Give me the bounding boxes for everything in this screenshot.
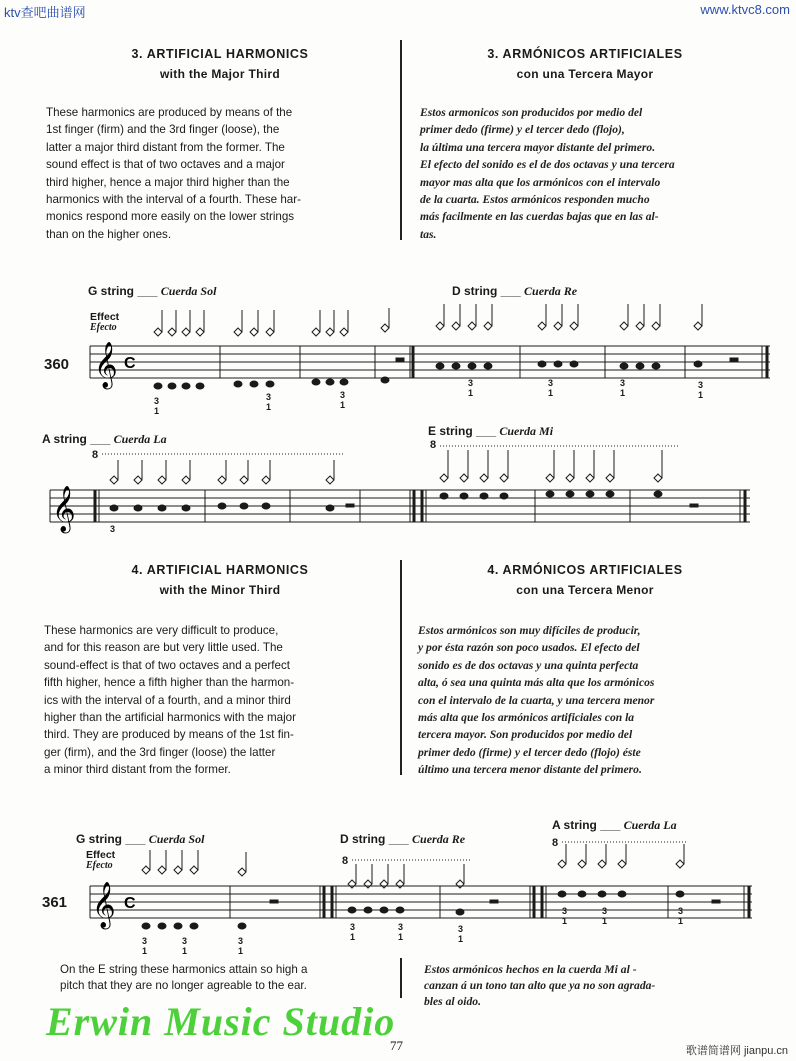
treble-clef-icon: 𝄞: [52, 487, 76, 531]
music-staff-361: [76, 836, 766, 960]
fingering-3: 3: [266, 392, 272, 402]
rest-icon: [730, 358, 738, 361]
fingering-1: 1: [562, 916, 568, 926]
section4-title-en: 4. ARTIFICIAL HARMONICS: [131, 563, 309, 577]
fingering-3: 3: [468, 378, 474, 388]
fingering-3: 3: [182, 936, 188, 946]
d-string-label: D string ___ Cuerda Re: [452, 284, 578, 298]
fingering-1: 1: [350, 932, 356, 942]
rest-icon: [396, 358, 404, 361]
section3-heading-es: [420, 44, 750, 84]
fingering-3: 3: [458, 924, 464, 934]
text-line: fifth higher, hence a fifth higher than the harmon-: [44, 676, 295, 690]
fingering-1: 1: [548, 388, 554, 398]
rest-icon: [346, 504, 354, 507]
music-staff-360-row1: [80, 300, 780, 420]
note-group: [558, 844, 626, 897]
text-line: third. They are produced by means of the 1st fin-: [44, 728, 294, 742]
fingering-3: 3: [154, 396, 160, 406]
common-time-icon: C: [124, 355, 136, 372]
d-string-text: D string: [340, 832, 386, 846]
text-line: y por ésta razón son poco usados. El efecto del: [418, 641, 640, 655]
text-line: tas.: [420, 227, 437, 241]
text-line: sound effect is that of two octaves and a major: [46, 158, 285, 172]
column-divider: [400, 958, 402, 998]
text-line: primer dedo (firme) y el tercer dedo (flojo),: [420, 123, 625, 137]
text-line: alta, ó sea una quinta más alta que los armónicos: [418, 676, 655, 690]
section4-subtitle-en: with the Minor Third: [159, 583, 281, 597]
fingering-3: 3: [142, 936, 148, 946]
fingering-1: 1: [182, 946, 188, 956]
text-line: These harmonics are very difficult to produce,: [44, 624, 279, 637]
g-string-label: G string ___ Cuerda Sol: [76, 832, 205, 846]
rest-icon: [490, 900, 498, 903]
text-line: último una tercera menor distante del primero.: [418, 763, 642, 777]
note-group: [142, 850, 198, 929]
fingering-1: 1: [238, 946, 244, 956]
fingering-1: 1: [154, 406, 160, 416]
a-string-text-es: Cuerda La: [623, 818, 677, 832]
text-line: and for this reason are but very little used. The: [44, 641, 283, 655]
g-string-label: G string ___ Cuerda Sol: [88, 284, 217, 298]
text-line: canzan á un tono tan alto que ya no son agrada-: [424, 979, 656, 992]
text-line: monics respond more easily on the lower strings: [46, 210, 295, 224]
text-line: bles al oido.: [424, 995, 482, 1008]
text-line: On the E string these harmonics attain so high a: [60, 963, 308, 976]
ottava-mark: 8: [92, 449, 99, 461]
section3-title-es: 3. ARMÓNICOS ARTIFICIALES: [487, 47, 683, 61]
fingering-1: 1: [142, 946, 148, 956]
fingering-1: 1: [602, 916, 608, 926]
text-line: 1st finger (firm) and the 3rd finger (loose), the: [46, 123, 280, 137]
e-string-text: E string: [428, 424, 473, 438]
note-group: [238, 852, 278, 929]
site-watermark-left: ktv查吧曲谱网: [4, 5, 86, 20]
ottava-mark: 8: [342, 855, 349, 867]
text-line: de la cuarta. Estos armónicos responden mucho: [420, 193, 650, 207]
text-line: primer dedo (firme) y el tercer dedo (flojo) éste: [418, 745, 641, 759]
text-line: harmonics with the interval of a fourth. These har-: [46, 193, 301, 207]
section4-paragraph-es: [418, 622, 766, 779]
fingering-1: 1: [678, 916, 684, 926]
text-line: sound-effect is that of two octaves and a perfect: [44, 658, 290, 672]
d-string-label: D string ___ Cuerda Re: [340, 832, 466, 846]
site-watermark-right: www.ktvc8.com: [700, 2, 790, 17]
fingering-3: 3: [562, 906, 568, 916]
fingering-1: 1: [698, 390, 704, 400]
section3-paragraph-es: [420, 104, 765, 243]
effect-text-es: Efecto: [86, 860, 113, 871]
d-string-text: D string: [452, 284, 498, 298]
text-line: más alta que los armónicos artificiales con la: [418, 711, 635, 725]
note-group: [348, 864, 404, 913]
note-group: [456, 864, 498, 915]
fingering-3: 3: [398, 922, 404, 932]
d-string-text-es: Cuerda Re: [524, 284, 578, 298]
section4-title-es: 4. ARMÓNICOS ARTIFICIALES: [487, 563, 683, 577]
footnote-en: [60, 962, 390, 994]
note-group: [154, 310, 204, 389]
page-number: 77: [390, 1038, 403, 1053]
a-string-label: A string ___ Cuerda La: [552, 818, 677, 832]
text-line: ics with the interval of a fourth, and a minor third: [44, 693, 291, 707]
fingering-3: 3: [698, 380, 704, 390]
text-line: con el intervalo de la cuarta, y una tercera menor: [418, 693, 655, 707]
fingering-3: 3: [350, 922, 356, 932]
section4-heading-es: [420, 560, 750, 600]
text-line: la última una tercera mayor distante del primero.: [420, 140, 656, 154]
text-line: a minor third distant from the former.: [44, 763, 231, 777]
fingering-1: 1: [398, 932, 404, 942]
a-string-text: A string: [42, 432, 87, 446]
studio-watermark: Erwin Music Studio: [46, 999, 396, 1044]
treble-clef-icon: 𝄞: [92, 883, 116, 927]
e-string-text-es: Cuerda Mi: [499, 424, 554, 438]
note-group: [694, 304, 738, 367]
fingering-3: 3: [548, 378, 554, 388]
effect-text: Effect: [90, 311, 120, 323]
section3-subtitle-en: with the Major Third: [160, 67, 280, 81]
note-group: [110, 460, 190, 511]
section4-paragraph-en: [44, 622, 389, 779]
note-group: [234, 310, 274, 387]
section3-heading-en: [60, 44, 380, 84]
footnote-es: [424, 962, 754, 1010]
fingering-3: 3: [110, 524, 116, 534]
text-line: Estos armonicos son producidos por medio del: [420, 106, 643, 119]
text-line: third higher, hence a major third higher than the: [46, 175, 290, 189]
site-watermark-bottom: 歌谱简谱网 jianpu.cn: [685, 1045, 788, 1057]
rest-icon: [690, 504, 698, 507]
example-number-360: 360: [44, 356, 70, 373]
text-line: sonido es de dos octavas y una quinta perfecta: [418, 658, 639, 672]
text-line: El efecto del sonido es el de dos octavas y una tercera: [420, 158, 675, 172]
note-group: [620, 304, 660, 369]
section4-subtitle-es: con una Tercera Menor: [516, 583, 654, 597]
text-line: pitch that they are no longer agreable to the ear.: [60, 979, 307, 992]
fingering-1: 1: [468, 388, 474, 398]
note-group: [436, 304, 492, 369]
a-string-text-es: Cuerda La: [113, 432, 167, 446]
text-line: These harmonics are produced by means of the: [46, 106, 293, 119]
e-string-label: E string ___ Cuerda Mi: [428, 424, 554, 438]
rest-icon: [270, 900, 278, 903]
fingering-1: 1: [620, 388, 626, 398]
a-string-text: A string: [552, 818, 597, 832]
text-line: Estos armónicos hechos en la cuerda Mi al -: [424, 963, 637, 976]
note-group: [312, 310, 348, 385]
fingering-1: 1: [266, 402, 272, 412]
d-string-text-es: Cuerda Re: [412, 832, 466, 846]
fingering-3: 3: [678, 906, 684, 916]
common-time-icon: C: [124, 895, 136, 912]
note-group: [218, 460, 270, 509]
g-string-text: G string: [88, 284, 135, 298]
fingering-3: 3: [340, 390, 346, 400]
fingering-1: 1: [458, 934, 464, 944]
text-line: latter a major third distant from the former. The: [46, 140, 285, 154]
rest-icon: [712, 900, 720, 903]
text-line: ger (firm), and the 3rd finger (loose) the latter: [44, 745, 276, 759]
fingering-3: 3: [620, 378, 626, 388]
note-group: [538, 304, 578, 367]
g-string-text-es: Cuerda Sol: [148, 832, 205, 846]
text-line: tercera mayor. Son producidos por medio del: [418, 728, 633, 742]
section3-title-en: 3. ARTIFICIAL HARMONICS: [131, 47, 309, 61]
text-line: más facilmente en las cuerdas bajas que en las al-: [420, 210, 659, 224]
note-group: [326, 460, 354, 511]
ottava-mark: 8: [552, 837, 559, 849]
effect-text: Effect: [86, 849, 116, 861]
g-string-text: G string: [76, 832, 123, 846]
fingering-3: 3: [602, 906, 608, 916]
g-string-text-es: Cuerda Sol: [160, 284, 217, 298]
column-divider: [400, 40, 402, 240]
text-line: mayor mas alta que los armónicos con el intervalo: [420, 175, 661, 189]
fingering-3: 3: [238, 936, 244, 946]
section4-heading-en: [60, 560, 380, 600]
text-line: Estos armónicos son muy difíciles de producir,: [418, 624, 641, 637]
example-number-361: 361: [42, 894, 68, 911]
treble-clef-icon: 𝄞: [94, 343, 118, 387]
note-group: [440, 450, 508, 499]
text-line: higher than the artificial harmonics with the major: [44, 711, 296, 725]
effect-text-es: Efecto: [90, 322, 117, 333]
fingering-1: 1: [340, 400, 346, 410]
column-divider: [400, 560, 402, 775]
text-line: than on the higher ones.: [46, 227, 172, 241]
a-string-label: A string ___ Cuerda La: [42, 432, 167, 446]
ottava-mark: 8: [430, 439, 437, 451]
section3-subtitle-es: con una Tercera Mayor: [516, 67, 654, 81]
section3-paragraph-en: [46, 104, 388, 243]
